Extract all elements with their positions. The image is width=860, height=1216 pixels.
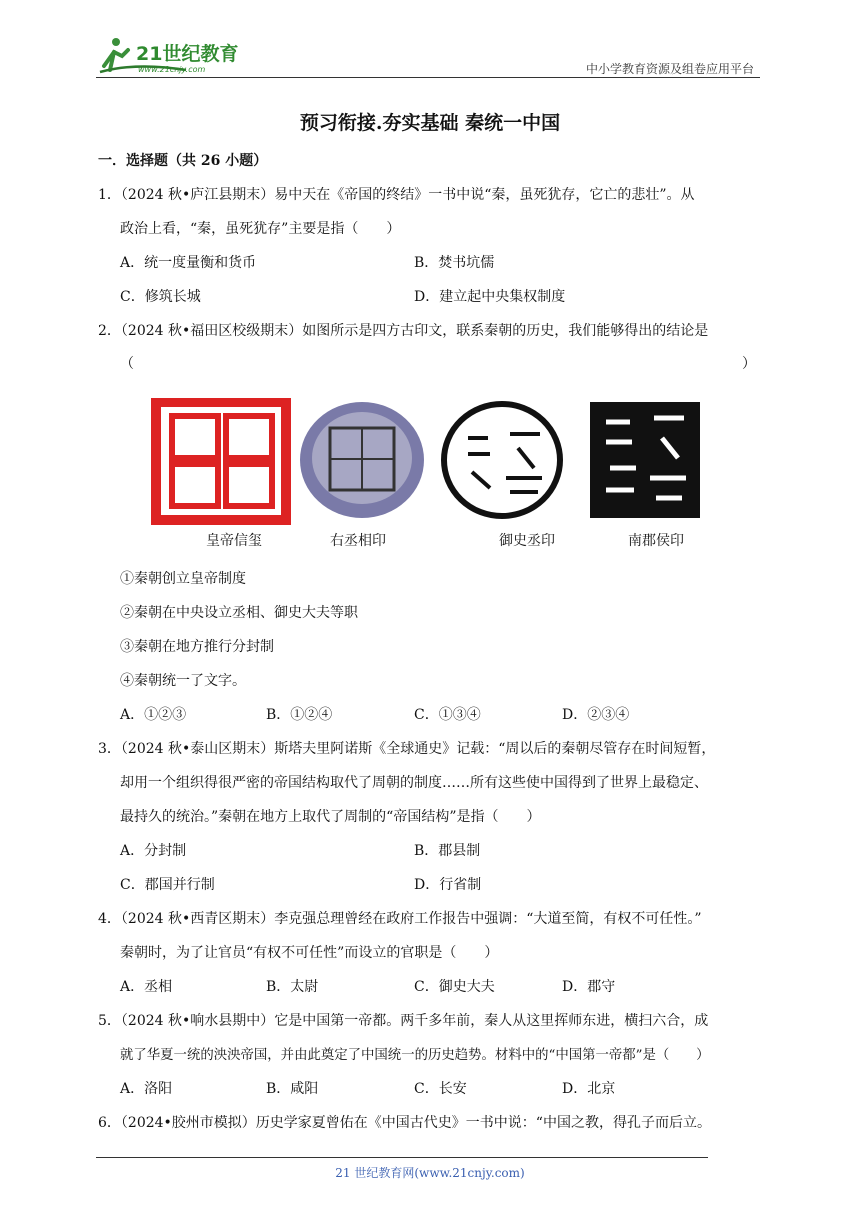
logo-url: www.21cnjy.com: [138, 65, 206, 74]
q6-line1: 6．（2024•胶州市模拟）历史学家夏曾佑在《中国古代史》一书中说：“中国之教，得孔子而后立。: [98, 1115, 711, 1131]
q4-option-a: A．丞相: [120, 979, 173, 995]
q3-option-a: A．分封制: [120, 843, 187, 859]
q3-option-c: C．郡国并行制: [120, 877, 215, 893]
q2-statement-3: ③秦朝在地方推行分封制: [120, 639, 274, 655]
q4-line1: 4．（2024 秋•西青区期末）李克强总理曾经在政府工作报告中强调：“大道至简，有权不可任性。”: [98, 911, 702, 927]
q2-option-d: D．②③④: [562, 707, 630, 723]
seal-caption-4: 南郡侯印: [628, 533, 684, 549]
q1-option-a: A．统一度量衡和货币: [120, 255, 257, 271]
logo: [96, 36, 256, 76]
page-header: [96, 30, 760, 78]
q1-option-c: C．修筑长城: [120, 289, 201, 305]
q2-paren-close: ）: [742, 356, 756, 372]
q1-line2: 政治上看，“秦，虽死犹存”主要是指（ ）: [120, 221, 401, 237]
seal-caption-1: 皇帝信玺: [206, 533, 262, 549]
q5-line1: 5．（2024 秋•响水县期中）它是中国第一帝都。两千多年前，秦人从这里挥师东进，横扫六合，成: [98, 1013, 709, 1029]
q4-option-c: C．御史大夫: [414, 979, 495, 995]
q3-option-b: B．郡县制: [414, 843, 481, 859]
q2-option-b: B．①②④: [266, 707, 333, 723]
q5-option-b: B．咸阳: [266, 1081, 319, 1097]
seal-nanjun: [590, 402, 700, 518]
q1-line1: 1．（2024 秋•庐江县期末）易中天在《帝国的终结》一书中说“秦，虽死犹存，它亡的悲壮”。从: [98, 187, 695, 203]
q3-line2: 却用一个组织得很严密的帝国结构取代了周朝的制度……所有这些使中国得到了世界上最稳定、: [120, 775, 708, 791]
q4-option-b: B．太尉: [266, 979, 319, 995]
q2-option-c: C．①③④: [414, 707, 481, 723]
platform-label: 中小学教育资源及组卷应用平台: [585, 62, 754, 76]
seal-huangdi: [156, 402, 286, 520]
q1-option-b: B．焚书坑儒: [414, 255, 495, 271]
q2-statement-4: ④秦朝统一了文字。: [120, 673, 246, 689]
q2-paren-open: （: [120, 356, 134, 372]
q2-statement-2: ②秦朝在中央设立丞相、御史大夫等职: [120, 605, 358, 621]
page-title: 预习衔接.夯实基础 秦统一中国: [299, 112, 561, 134]
seal-caption-2: 右丞相印: [330, 533, 386, 549]
q3-option-d: D．行省制: [414, 877, 482, 893]
header-divider: [96, 77, 760, 78]
footer-text[interactable]: 21 世纪教育网(www.21cnjy.com): [335, 1166, 525, 1180]
seal-caption-3: 御史丞印: [499, 533, 555, 549]
q5-option-c: C．长安: [414, 1081, 467, 1097]
q5-option-a: A．洛阳: [120, 1081, 173, 1097]
q2-option-a: A．①②③: [120, 707, 187, 723]
q2-line1: 2．（2024 秋•福田区校级期末）如图所示是四方古印文，联系秦朝的历史，我们能够得出的结论是: [98, 323, 709, 339]
q2-statement-1: ①秦朝创立皇帝制度: [120, 571, 246, 587]
seal-youchengxiang: [300, 402, 424, 518]
q3-line3: 最持久的统治。”秦朝在地方上取代了周制的“帝国结构”是指（ ）: [120, 809, 541, 825]
q3-line1: 3．（2024 秋•泰山区期末）斯塔夫里阿诺斯《全球通史》记载：“周以后的秦朝尽管存在时间短暂，: [98, 741, 716, 757]
q4-line2: 秦朝时，为了让官员“有权不可任性”而设立的官职是（ ）: [120, 945, 499, 961]
q5-line2: 就了华夏一统的泱泱帝国，并由此奠定了中国统一的历史趋势。材料中的“中国第一帝都”是（ ）: [120, 1048, 710, 1063]
footer-divider: [96, 1157, 708, 1158]
logo-text: 21世纪教育: [136, 43, 239, 65]
q5-option-d: D．北京: [562, 1081, 616, 1097]
seal-yushi: [444, 404, 560, 516]
section-heading: 一．选择题（共 26 小题）: [98, 153, 268, 169]
q1-option-d: D．建立起中央集权制度: [414, 289, 566, 305]
q4-option-d: D．郡守: [562, 979, 616, 995]
